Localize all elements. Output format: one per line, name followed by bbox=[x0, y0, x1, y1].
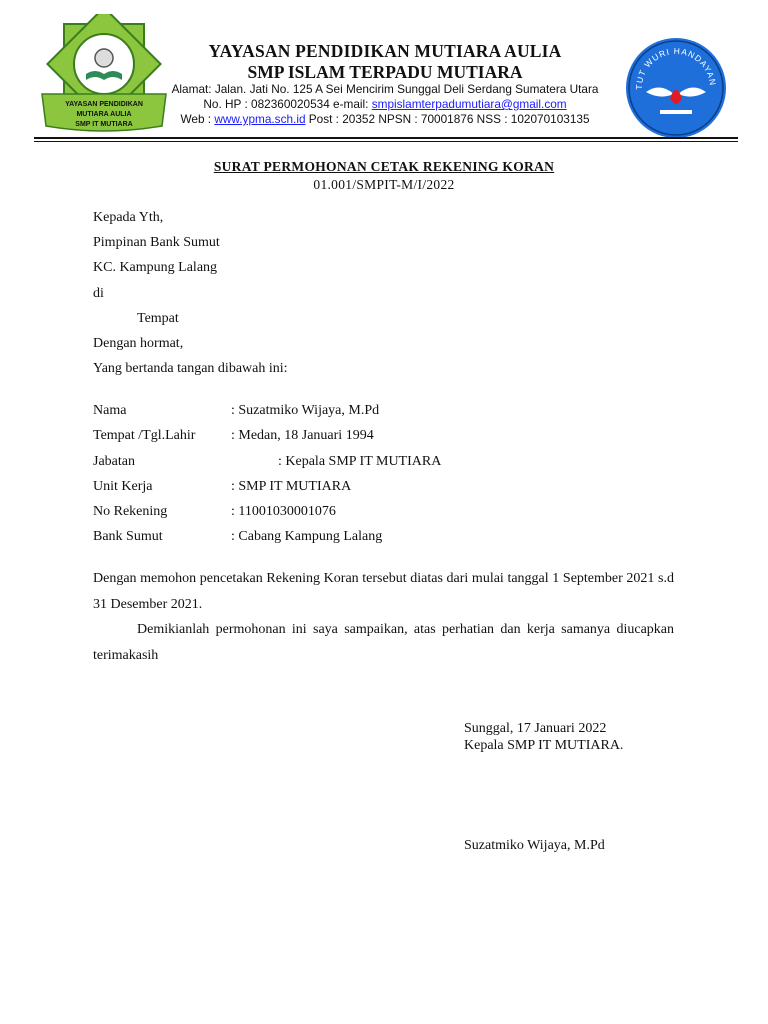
logo-line-1: YAYASAN PENDIDIKAN bbox=[65, 101, 143, 108]
school-address: Alamat: Jalan. Jati No. 125 A Sei Mencirim Sunggal Deli Serdang Sumatera Utara bbox=[171, 82, 599, 96]
recipient-place: Tempat bbox=[137, 311, 179, 326]
foundation-logo bbox=[34, 14, 174, 132]
signature-place-date: Sunggal, 17 Januari 2022 bbox=[464, 721, 607, 736]
field-value-bank: : Cabang Kampung Lalang bbox=[231, 529, 383, 544]
intro-text: Yang bertanda tangan dibawah ini: bbox=[93, 361, 288, 376]
greeting: Dengan hormat, bbox=[93, 336, 184, 351]
field-label-nama: Nama bbox=[93, 403, 127, 418]
website-link[interactable]: www.ypma.sch.id bbox=[214, 112, 306, 126]
foundation-name: YAYASAN PENDIDIKAN MUTIARA AULIA bbox=[208, 41, 562, 61]
tut-wuri-handayani-logo bbox=[624, 36, 728, 140]
letter-title: SURAT PERMOHONAN CETAK REKENING KORAN bbox=[213, 159, 555, 174]
body-paragraph-2: Demikianlah permohonan ini saya sampaikan, atas perhatian dan kerja samanya diucapkan terimakasih bbox=[93, 622, 674, 663]
logo-motto: TUT WURI HANDAYAN bbox=[633, 45, 719, 90]
field-value-rekening: : 11001030001076 bbox=[231, 504, 336, 519]
field-value-ttl: : Medan, 18 Januari 1994 bbox=[231, 428, 374, 443]
recipient-line-2: Pimpinan Bank Sumut bbox=[93, 235, 220, 250]
post-npsn-nss: Post : 20352 NPSN : 70001876 NSS : 102070103135 bbox=[305, 112, 590, 126]
field-label-ttl: Tempat /Tgl.Lahir bbox=[93, 428, 196, 443]
logo-line-2: MUTIARA AULIA bbox=[76, 111, 132, 118]
email-link[interactable]: smpislamterpadumutiara@gmail.com bbox=[371, 97, 567, 111]
header-rule-thin bbox=[34, 141, 738, 142]
header-rule-thick bbox=[34, 137, 738, 139]
signature-name: Suzatmiko Wijaya, M.Pd bbox=[464, 838, 605, 853]
field-value-unit: : SMP IT MUTIARA bbox=[231, 479, 352, 494]
web-label: Web : bbox=[180, 112, 215, 126]
field-label-rekening: No Rekening bbox=[93, 504, 168, 519]
recipient-line-3: KC. Kampung Lalang bbox=[93, 260, 218, 275]
web-line bbox=[160, 112, 610, 126]
phone-text: No. HP : 082360020534 e-mail: bbox=[203, 97, 372, 111]
recipient-line-1: Kepada Yth, bbox=[93, 210, 164, 225]
field-value-jabatan: : Kepala SMP IT MUTIARA bbox=[278, 454, 442, 469]
body-paragraph-1: Dengan memohon pencetakan Rekening Koran tersebut diatas dari mulai tanggal 1 September 2021 s.d 31 Desember 2021. bbox=[93, 571, 674, 612]
letter-number: 01.001/SMPIT-M/I/2022 bbox=[313, 177, 455, 192]
contact-line bbox=[160, 97, 610, 111]
logo-line-3: SMP IT MUTIARA bbox=[75, 121, 133, 128]
school-name: SMP ISLAM TERPADU MUTIARA bbox=[247, 62, 523, 82]
signature-position: Kepala SMP IT MUTIARA. bbox=[464, 738, 624, 753]
field-value-nama: : Suzatmiko Wijaya, M.Pd bbox=[231, 403, 380, 418]
field-label-jabatan: Jabatan bbox=[93, 454, 135, 469]
recipient-line-4: di bbox=[93, 286, 104, 301]
field-label-bank: Bank Sumut bbox=[93, 529, 163, 544]
field-label-unit: Unit Kerja bbox=[93, 479, 153, 494]
